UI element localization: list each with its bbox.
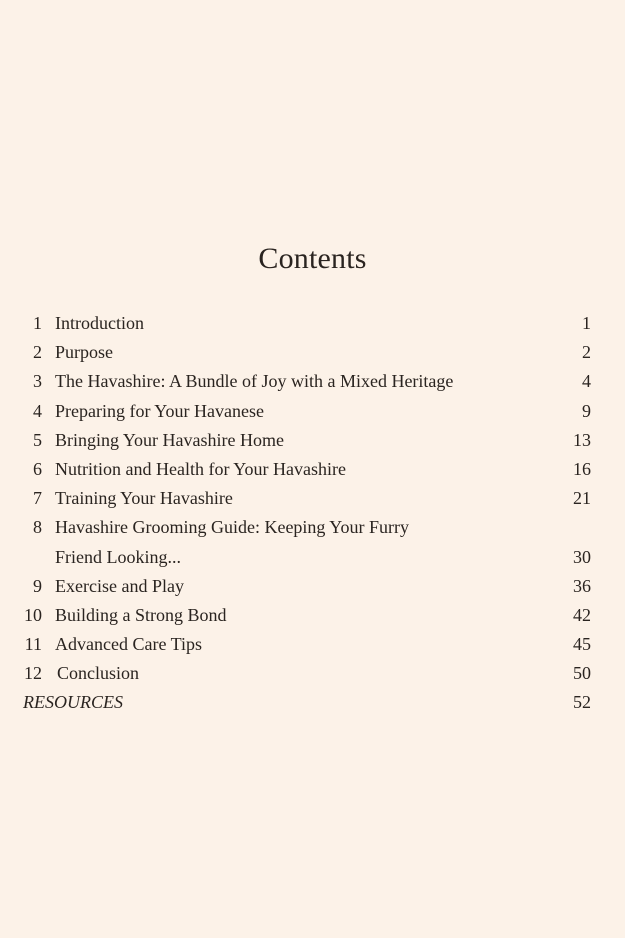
chapter-title: Introduction — [55, 313, 144, 333]
toc-entry-grooming-guide-continued[interactable] — [0, 543, 625, 572]
chapter-title: Training Your Havashire — [55, 488, 233, 509]
page-number: 2 — [582, 342, 591, 363]
toc-entry-havashire-bundle-of-joy[interactable] — [0, 367, 625, 396]
table-of-contents — [0, 309, 625, 718]
page-number: 9 — [582, 400, 591, 421]
page-number: 1 — [582, 313, 591, 333]
chapter-number: 9 — [33, 575, 42, 596]
page-number: 4 — [582, 371, 591, 392]
toc-entry-conclusion[interactable] — [0, 659, 625, 688]
page-number: 30 — [573, 546, 591, 567]
chapter-title-continued: Friend Looking... — [55, 546, 181, 567]
page-number: 16 — [573, 458, 591, 479]
toc-entry-bringing-home[interactable] — [0, 426, 625, 455]
chapter-title: Conclusion — [57, 663, 140, 684]
toc-entry-nutrition-and-health[interactable] — [0, 455, 625, 484]
page-number: 36 — [573, 575, 591, 596]
chapter-number: 8 — [33, 517, 42, 538]
chapter-title: Purpose — [55, 342, 113, 363]
page-number: 45 — [573, 634, 591, 655]
chapter-number: 11 — [24, 634, 42, 655]
page-number: 52 — [573, 692, 591, 713]
page-title: Contents — [258, 242, 367, 275]
toc-entry-strong-bond[interactable] — [0, 601, 625, 630]
page-number: 50 — [573, 663, 591, 684]
toc-entry-exercise-and-play[interactable] — [0, 572, 625, 601]
page-number: 13 — [573, 429, 591, 450]
toc-entry-preparing-for-havanese[interactable] — [0, 397, 625, 426]
chapter-title: The Havashire: A Bundle of Joy with a Mixed Heritage — [55, 371, 454, 392]
toc-entry-grooming-guide[interactable] — [0, 513, 625, 542]
chapter-number: 1 — [33, 313, 42, 333]
chapter-title: Exercise and Play — [55, 575, 184, 596]
chapter-title: Preparing for Your Havanese — [55, 400, 264, 421]
toc-entry-purpose[interactable] — [0, 338, 625, 367]
chapter-number: 7 — [33, 488, 42, 509]
page-number: 42 — [573, 604, 591, 625]
chapter-number: 2 — [33, 342, 42, 363]
chapter-title: Bringing Your Havashire Home — [55, 429, 284, 450]
chapter-number: 12 — [24, 663, 42, 684]
chapter-title: Nutrition and Health for Your Havashire — [55, 458, 346, 479]
chapter-number: 5 — [33, 429, 42, 450]
toc-entry-advanced-care[interactable] — [0, 630, 625, 659]
resources-title: RESOURCES — [23, 692, 123, 713]
chapter-number: 6 — [33, 458, 42, 479]
toc-entry-introduction[interactable] — [0, 309, 625, 338]
page-number: 21 — [573, 488, 591, 509]
toc-entry-training[interactable] — [0, 484, 625, 513]
chapter-title: Building a Strong Bond — [55, 604, 227, 625]
chapter-number: 3 — [33, 371, 42, 392]
chapter-title: Havashire Grooming Guide: Keeping Your Furry — [55, 517, 409, 538]
chapter-title: Advanced Care Tips — [55, 634, 202, 655]
chapter-number: 4 — [33, 400, 42, 421]
toc-entry-resources[interactable] — [0, 688, 625, 717]
chapter-number: 10 — [24, 604, 42, 625]
